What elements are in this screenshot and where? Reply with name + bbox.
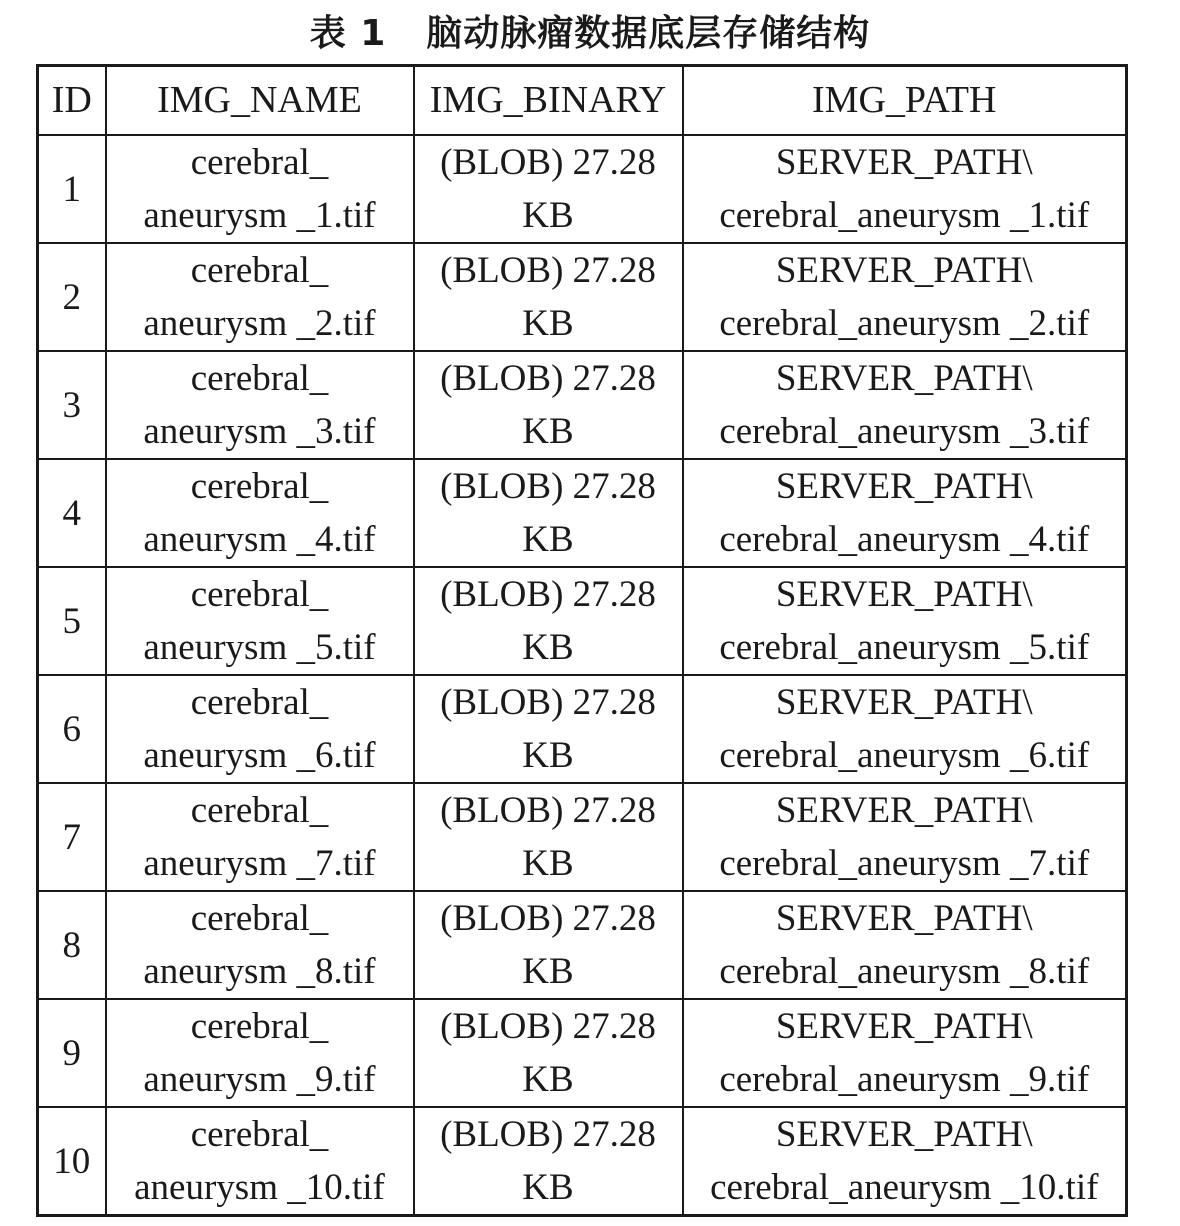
cell-id: 4 (38, 459, 106, 567)
cell-line: aneurysm _10.tif (134, 1167, 385, 1208)
cell-line: cerebral_aneurysm _1.tif (719, 195, 1090, 236)
cell-img-name (106, 999, 414, 1107)
cell-img-binary (414, 243, 683, 351)
cell-line: KB (522, 1167, 574, 1208)
cell-img-name (106, 459, 414, 567)
cell-img-path (683, 243, 1127, 351)
cell-line: SERVER_PATH\ (775, 358, 1033, 399)
cell-line: (BLOB) 27.28 (440, 790, 656, 831)
cell-line: (BLOB) 27.28 (440, 358, 656, 399)
cell-line: cerebral_aneurysm _10.tif (710, 1167, 1099, 1208)
cell-line: aneurysm _4.tif (143, 519, 376, 560)
table-row (38, 567, 1127, 675)
cell-line: (BLOB) 27.28 (440, 1114, 656, 1155)
cell-id: 3 (38, 351, 106, 459)
cell-line: SERVER_PATH\ (775, 466, 1033, 507)
cell-img-path (683, 135, 1127, 243)
cell-img-name (106, 567, 414, 675)
cell-line: SERVER_PATH\ (775, 682, 1033, 723)
cell-line: KB (522, 951, 574, 992)
cell-line: aneurysm _2.tif (143, 303, 376, 344)
cell-img-name (106, 135, 414, 243)
cell-line: (BLOB) 27.28 (440, 1006, 656, 1047)
cell-line: KB (522, 519, 574, 560)
cell-line: SERVER_PATH\ (775, 574, 1033, 615)
cell-line: (BLOB) 27.28 (440, 466, 656, 507)
cell-id: 6 (38, 675, 106, 783)
cell-line: cerebral_ (190, 574, 329, 615)
cell-line: cerebral_ (190, 142, 329, 183)
cell-line: (BLOB) 27.28 (440, 250, 656, 291)
cell-line: SERVER_PATH\ (775, 1006, 1033, 1047)
cell-img-name (106, 891, 414, 999)
cell-line: cerebral_ (190, 1114, 329, 1155)
cell-line: KB (522, 1059, 574, 1100)
cell-id: 8 (38, 891, 106, 999)
cell-img-binary (414, 459, 683, 567)
cell-img-binary (414, 999, 683, 1107)
header-img-path: IMG_PATH (683, 66, 1127, 136)
cell-line: aneurysm _3.tif (143, 411, 376, 452)
cell-img-binary (414, 135, 683, 243)
cell-line: cerebral_ (190, 682, 329, 723)
cell-line: aneurysm _5.tif (143, 627, 376, 668)
header-img-name: IMG_NAME (106, 66, 414, 136)
cell-line: (BLOB) 27.28 (440, 574, 656, 615)
cell-img-name (106, 1107, 414, 1216)
cell-img-path (683, 783, 1127, 891)
table-title: 脑动脉瘤数据底层存储结构 (426, 12, 871, 54)
cell-line: cerebral_aneurysm _3.tif (719, 411, 1090, 452)
table-row (38, 999, 1127, 1107)
cell-img-path (683, 567, 1127, 675)
cell-id: 9 (38, 999, 106, 1107)
table-row (38, 783, 1127, 891)
header-row (38, 66, 1127, 136)
cell-line: cerebral_aneurysm _8.tif (719, 951, 1090, 992)
cell-line: aneurysm _1.tif (143, 195, 376, 236)
cell-line: KB (522, 303, 574, 344)
cell-line: SERVER_PATH\ (775, 1114, 1033, 1155)
cell-img-binary (414, 1107, 683, 1216)
table-row (38, 675, 1127, 783)
cell-line: (BLOB) 27.28 (440, 898, 656, 939)
cell-img-path (683, 999, 1127, 1107)
table-row (38, 135, 1127, 243)
cell-id: 2 (38, 243, 106, 351)
cell-line: cerebral_ (190, 250, 329, 291)
cell-img-path (683, 351, 1127, 459)
cell-img-path (683, 891, 1127, 999)
cell-img-path (683, 675, 1127, 783)
cell-line: aneurysm _6.tif (143, 735, 376, 776)
cell-img-name (106, 675, 414, 783)
table-row (38, 351, 1127, 459)
table-number: 表 1 (309, 12, 387, 54)
cell-line: aneurysm _7.tif (143, 843, 376, 884)
cell-line: KB (522, 735, 574, 776)
cell-line: (BLOB) 27.28 (440, 142, 656, 183)
cell-id: 7 (38, 783, 106, 891)
cell-line: aneurysm _8.tif (143, 951, 376, 992)
cell-img-binary (414, 675, 683, 783)
cell-line: cerebral_ (190, 898, 329, 939)
cell-line: KB (522, 843, 574, 884)
cell-line: SERVER_PATH\ (775, 790, 1033, 831)
cell-line: KB (522, 627, 574, 668)
table-row (38, 1107, 1127, 1216)
cell-line: SERVER_PATH\ (775, 250, 1033, 291)
cell-line: cerebral_ (190, 358, 329, 399)
cell-id: 5 (38, 567, 106, 675)
cell-line: (BLOB) 27.28 (440, 682, 656, 723)
cell-img-name (106, 351, 414, 459)
cell-line: aneurysm _9.tif (143, 1059, 376, 1100)
cell-line: SERVER_PATH\ (775, 142, 1033, 183)
header-id: ID (38, 66, 106, 136)
cell-img-path (683, 459, 1127, 567)
cell-img-binary (414, 567, 683, 675)
table-row (38, 891, 1127, 999)
cell-line: cerebral_aneurysm _7.tif (719, 843, 1090, 884)
header-img-binary: IMG_BINARY (414, 66, 683, 136)
cell-line: cerebral_ (190, 466, 329, 507)
cell-line: cerebral_aneurysm _9.tif (719, 1059, 1090, 1100)
cell-line: cerebral_aneurysm _5.tif (719, 627, 1090, 668)
cell-img-path (683, 1107, 1127, 1216)
cell-img-binary (414, 783, 683, 891)
table-row (38, 459, 1127, 567)
cell-img-name (106, 243, 414, 351)
cell-img-binary (414, 351, 683, 459)
table-caption (0, 0, 1180, 60)
cell-line: cerebral_ (190, 790, 329, 831)
cell-line: SERVER_PATH\ (775, 898, 1033, 939)
cell-id: 1 (38, 135, 106, 243)
table-row (38, 243, 1127, 351)
cell-id: 10 (38, 1107, 106, 1216)
cell-line: KB (522, 411, 574, 452)
cell-line: cerebral_aneurysm _2.tif (719, 303, 1090, 344)
storage-structure-table (36, 64, 1128, 1217)
cell-line: cerebral_ (190, 1006, 329, 1047)
cell-line: cerebral_aneurysm _6.tif (719, 735, 1090, 776)
cell-img-binary (414, 891, 683, 999)
cell-img-name (106, 783, 414, 891)
cell-line: KB (522, 195, 574, 236)
cell-line: cerebral_aneurysm _4.tif (719, 519, 1090, 560)
